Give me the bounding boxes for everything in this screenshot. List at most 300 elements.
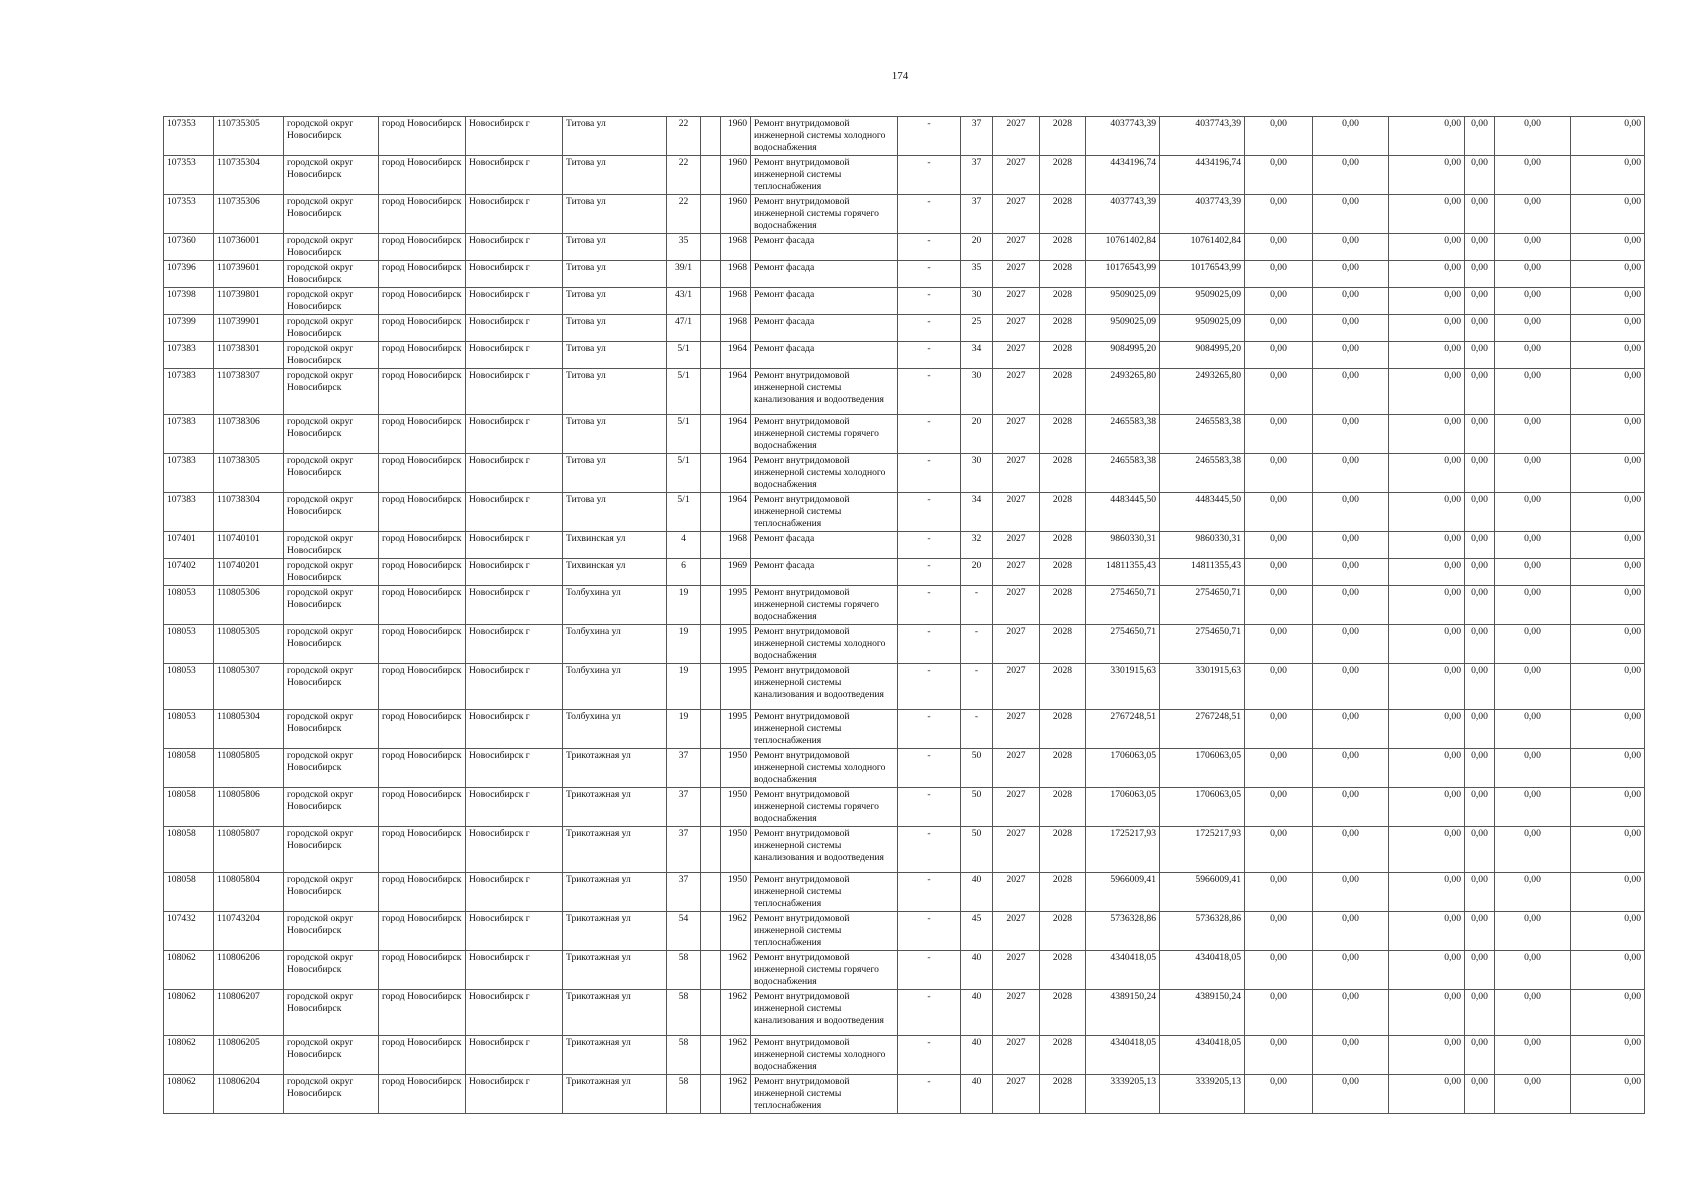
cell-sum-2: 0,00 xyxy=(1313,1036,1389,1075)
cell-street: Титова ул xyxy=(563,454,667,493)
table-body xyxy=(164,117,1645,1114)
cell-cost-value: 1706063,05 xyxy=(1160,749,1245,788)
cell-sum-3: 0,00 xyxy=(1389,195,1465,234)
cell-col-11: - xyxy=(898,710,961,749)
cell-record-id: 108053 xyxy=(164,625,214,664)
cell-house-number: 35 xyxy=(667,234,701,261)
cell-house-number: 58 xyxy=(667,951,701,990)
cell-sum-2: 0,00 xyxy=(1313,827,1389,873)
cell-cost-total: 4037743,39 xyxy=(1086,117,1160,156)
cell-city: Новосибирск г xyxy=(466,912,563,951)
cell-cost-value: 9509025,09 xyxy=(1160,288,1245,315)
cell-col-11: - xyxy=(898,912,961,951)
cell-municipal-district: городской округ Новосибирск xyxy=(284,990,379,1036)
cell-municipal-district: городской округ Новосибирск xyxy=(284,156,379,195)
cell-sum-3: 0,00 xyxy=(1389,342,1465,369)
cell-sum-2: 0,00 xyxy=(1313,415,1389,454)
cell-sum-2: 0,00 xyxy=(1313,532,1389,559)
cell-municipal-district: городской округ Новосибирск xyxy=(284,369,379,415)
cell-street: Титова ул xyxy=(563,261,667,288)
cell-sum-6: 0,00 xyxy=(1571,288,1645,315)
cell-col-12: 45 xyxy=(961,912,993,951)
cell-record-id: 107383 xyxy=(164,369,214,415)
table-row xyxy=(164,710,1645,749)
cell-sum-6: 0,00 xyxy=(1571,532,1645,559)
cell-record-id: 108058 xyxy=(164,788,214,827)
cell-sum-5: 0,00 xyxy=(1495,156,1571,195)
cell-street: Тихвинская ул xyxy=(563,559,667,586)
cell-element-id: 110738305 xyxy=(214,454,284,493)
cell-cost-total: 14811355,43 xyxy=(1086,559,1160,586)
cell-work-type: Ремонт фасада xyxy=(751,315,898,342)
cell-sum-6: 0,00 xyxy=(1571,625,1645,664)
cell-record-id: 107398 xyxy=(164,288,214,315)
cell-sum-6: 0,00 xyxy=(1571,261,1645,288)
cell-start-year: 2027 xyxy=(993,625,1040,664)
cell-col-11: - xyxy=(898,749,961,788)
cell-house-number: 47/1 xyxy=(667,315,701,342)
cell-house-number: 19 xyxy=(667,664,701,710)
cell-build-year: 1995 xyxy=(721,625,751,664)
cell-start-year: 2027 xyxy=(993,415,1040,454)
cell-municipal-district: городской округ Новосибирск xyxy=(284,827,379,873)
cell-col-12: - xyxy=(961,586,993,625)
cell-sum-1: 0,00 xyxy=(1245,342,1313,369)
cell-end-year: 2028 xyxy=(1040,710,1086,749)
cell-work-type: Ремонт внутридомовой инженерной системы горячего водоснабжения xyxy=(751,195,898,234)
cell-settlement: город Новосибирск xyxy=(379,559,466,586)
cell-settlement: город Новосибирск xyxy=(379,315,466,342)
cell-sum-4: 0,00 xyxy=(1465,454,1495,493)
cell-sum-1: 0,00 xyxy=(1245,315,1313,342)
cell-work-type: Ремонт внутридомовой инженерной системы холодного водоснабжения xyxy=(751,1036,898,1075)
cell-cost-value: 2754650,71 xyxy=(1160,625,1245,664)
cell-start-year: 2027 xyxy=(993,1075,1040,1114)
cell-street: Трикотажная ул xyxy=(563,951,667,990)
cell-sum-6: 0,00 xyxy=(1571,1075,1645,1114)
cell-build-year: 1968 xyxy=(721,532,751,559)
cell-col-12: 50 xyxy=(961,788,993,827)
cell-sum-3: 0,00 xyxy=(1389,493,1465,532)
cell-cost-value: 10176543,99 xyxy=(1160,261,1245,288)
cell-build-year: 1995 xyxy=(721,664,751,710)
cell-street: Трикотажная ул xyxy=(563,1075,667,1114)
cell-sum-6: 0,00 xyxy=(1571,315,1645,342)
cell-element-id: 110806204 xyxy=(214,1075,284,1114)
table-row xyxy=(164,1036,1645,1075)
cell-city: Новосибирск г xyxy=(466,415,563,454)
cell-col-12: 37 xyxy=(961,195,993,234)
cell-sum-4: 0,00 xyxy=(1465,415,1495,454)
cell-end-year: 2028 xyxy=(1040,261,1086,288)
cell-street: Трикотажная ул xyxy=(563,749,667,788)
cell-sum-3: 0,00 xyxy=(1389,559,1465,586)
cell-cost-total: 4340418,05 xyxy=(1086,951,1160,990)
table-row xyxy=(164,493,1645,532)
cell-building xyxy=(701,342,721,369)
cell-sum-5: 0,00 xyxy=(1495,261,1571,288)
cell-element-id: 110738307 xyxy=(214,369,284,415)
cell-col-12: 40 xyxy=(961,1036,993,1075)
cell-start-year: 2027 xyxy=(993,234,1040,261)
cell-building xyxy=(701,559,721,586)
cell-col-12: 40 xyxy=(961,951,993,990)
cell-sum-2: 0,00 xyxy=(1313,749,1389,788)
table-row xyxy=(164,195,1645,234)
cell-sum-1: 0,00 xyxy=(1245,454,1313,493)
cell-sum-4: 0,00 xyxy=(1465,288,1495,315)
cell-sum-5: 0,00 xyxy=(1495,710,1571,749)
cell-sum-6: 0,00 xyxy=(1571,559,1645,586)
cell-sum-1: 0,00 xyxy=(1245,415,1313,454)
cell-sum-1: 0,00 xyxy=(1245,195,1313,234)
cell-settlement: город Новосибирск xyxy=(379,369,466,415)
cell-settlement: город Новосибирск xyxy=(379,493,466,532)
cell-cost-total: 2754650,71 xyxy=(1086,625,1160,664)
cell-cost-value: 4389150,24 xyxy=(1160,990,1245,1036)
cell-municipal-district: городской округ Новосибирск xyxy=(284,710,379,749)
cell-sum-4: 0,00 xyxy=(1465,342,1495,369)
cell-end-year: 2028 xyxy=(1040,234,1086,261)
cell-municipal-district: городской округ Новосибирск xyxy=(284,586,379,625)
cell-cost-value: 1706063,05 xyxy=(1160,788,1245,827)
cell-sum-1: 0,00 xyxy=(1245,951,1313,990)
cell-end-year: 2028 xyxy=(1040,1036,1086,1075)
cell-municipal-district: городской округ Новосибирск xyxy=(284,454,379,493)
cell-start-year: 2027 xyxy=(993,710,1040,749)
cell-sum-2: 0,00 xyxy=(1313,156,1389,195)
cell-work-type: Ремонт фасада xyxy=(751,532,898,559)
cell-street: Титова ул xyxy=(563,493,667,532)
cell-work-type: Ремонт фасада xyxy=(751,261,898,288)
cell-col-12: - xyxy=(961,710,993,749)
cell-street: Титова ул xyxy=(563,369,667,415)
cell-sum-3: 0,00 xyxy=(1389,951,1465,990)
cell-sum-6: 0,00 xyxy=(1571,990,1645,1036)
cell-end-year: 2028 xyxy=(1040,664,1086,710)
cell-sum-3: 0,00 xyxy=(1389,749,1465,788)
cell-sum-6: 0,00 xyxy=(1571,493,1645,532)
cell-sum-2: 0,00 xyxy=(1313,234,1389,261)
cell-cost-total: 2767248,51 xyxy=(1086,710,1160,749)
cell-element-id: 110740101 xyxy=(214,532,284,559)
cell-sum-2: 0,00 xyxy=(1313,288,1389,315)
table-row xyxy=(164,315,1645,342)
cell-sum-2: 0,00 xyxy=(1313,315,1389,342)
cell-settlement: город Новосибирск xyxy=(379,261,466,288)
cell-house-number: 22 xyxy=(667,156,701,195)
cell-cost-total: 2493265,80 xyxy=(1086,369,1160,415)
cell-end-year: 2028 xyxy=(1040,873,1086,912)
cell-start-year: 2027 xyxy=(993,117,1040,156)
cell-col-11: - xyxy=(898,873,961,912)
cell-build-year: 1962 xyxy=(721,912,751,951)
cell-building xyxy=(701,156,721,195)
cell-municipal-district: городской округ Новосибирск xyxy=(284,117,379,156)
cell-house-number: 54 xyxy=(667,912,701,951)
table-row xyxy=(164,749,1645,788)
cell-house-number: 37 xyxy=(667,749,701,788)
cell-sum-3: 0,00 xyxy=(1389,873,1465,912)
cell-start-year: 2027 xyxy=(993,951,1040,990)
cell-sum-3: 0,00 xyxy=(1389,827,1465,873)
cell-build-year: 1950 xyxy=(721,788,751,827)
cell-end-year: 2028 xyxy=(1040,415,1086,454)
cell-col-12: 30 xyxy=(961,369,993,415)
cell-element-id: 110805807 xyxy=(214,827,284,873)
cell-element-id: 110736001 xyxy=(214,234,284,261)
cell-house-number: 5/1 xyxy=(667,454,701,493)
cell-work-type: Ремонт внутридомовой инженерной системы канализования и водоотведения xyxy=(751,664,898,710)
cell-sum-4: 0,00 xyxy=(1465,710,1495,749)
cell-sum-5: 0,00 xyxy=(1495,873,1571,912)
cell-settlement: город Новосибирск xyxy=(379,1075,466,1114)
cell-sum-3: 0,00 xyxy=(1389,990,1465,1036)
cell-settlement: город Новосибирск xyxy=(379,827,466,873)
cell-sum-4: 0,00 xyxy=(1465,532,1495,559)
cell-sum-4: 0,00 xyxy=(1465,315,1495,342)
cell-sum-5: 0,00 xyxy=(1495,912,1571,951)
cell-city: Новосибирск г xyxy=(466,710,563,749)
cell-sum-6: 0,00 xyxy=(1571,415,1645,454)
cell-street: Толбухина ул xyxy=(563,664,667,710)
cell-col-11: - xyxy=(898,586,961,625)
cell-cost-value: 4434196,74 xyxy=(1160,156,1245,195)
cell-cost-total: 9860330,31 xyxy=(1086,532,1160,559)
cell-element-id: 110805304 xyxy=(214,710,284,749)
cell-settlement: город Новосибирск xyxy=(379,532,466,559)
cell-sum-2: 0,00 xyxy=(1313,1075,1389,1114)
cell-street: Толбухина ул xyxy=(563,710,667,749)
cell-sum-5: 0,00 xyxy=(1495,559,1571,586)
cell-settlement: город Новосибирск xyxy=(379,625,466,664)
cell-sum-5: 0,00 xyxy=(1495,1036,1571,1075)
cell-building xyxy=(701,873,721,912)
cell-start-year: 2027 xyxy=(993,990,1040,1036)
cell-sum-4: 0,00 xyxy=(1465,749,1495,788)
cell-settlement: город Новосибирск xyxy=(379,710,466,749)
cell-col-12: 20 xyxy=(961,559,993,586)
cell-house-number: 22 xyxy=(667,117,701,156)
cell-col-12: 37 xyxy=(961,117,993,156)
cell-house-number: 58 xyxy=(667,1036,701,1075)
cell-sum-5: 0,00 xyxy=(1495,1075,1571,1114)
cell-element-id: 110739801 xyxy=(214,288,284,315)
cell-street: Трикотажная ул xyxy=(563,827,667,873)
cell-settlement: город Новосибирск xyxy=(379,195,466,234)
cell-sum-3: 0,00 xyxy=(1389,156,1465,195)
cell-sum-4: 0,00 xyxy=(1465,493,1495,532)
cell-sum-6: 0,00 xyxy=(1571,1036,1645,1075)
cell-sum-2: 0,00 xyxy=(1313,625,1389,664)
cell-cost-value: 2754650,71 xyxy=(1160,586,1245,625)
cell-city: Новосибирск г xyxy=(466,234,563,261)
cell-building xyxy=(701,1036,721,1075)
cell-city: Новосибирск г xyxy=(466,156,563,195)
cell-work-type: Ремонт фасада xyxy=(751,234,898,261)
cell-sum-1: 0,00 xyxy=(1245,559,1313,586)
cell-record-id: 107383 xyxy=(164,415,214,454)
cell-sum-5: 0,00 xyxy=(1495,234,1571,261)
cell-work-type: Ремонт внутридомовой инженерной системы теплоснабжения xyxy=(751,156,898,195)
cell-sum-5: 0,00 xyxy=(1495,586,1571,625)
cell-build-year: 1964 xyxy=(721,454,751,493)
cell-house-number: 43/1 xyxy=(667,288,701,315)
cell-cost-value: 4483445,50 xyxy=(1160,493,1245,532)
cell-cost-value: 14811355,43 xyxy=(1160,559,1245,586)
cell-municipal-district: городской округ Новосибирск xyxy=(284,532,379,559)
cell-element-id: 110740201 xyxy=(214,559,284,586)
cell-sum-3: 0,00 xyxy=(1389,532,1465,559)
cell-end-year: 2028 xyxy=(1040,625,1086,664)
cell-sum-4: 0,00 xyxy=(1465,990,1495,1036)
cell-cost-value: 1725217,93 xyxy=(1160,827,1245,873)
cell-building xyxy=(701,234,721,261)
cell-settlement: город Новосибирск xyxy=(379,586,466,625)
cell-end-year: 2028 xyxy=(1040,1075,1086,1114)
cell-record-id: 107402 xyxy=(164,559,214,586)
cell-city: Новосибирск г xyxy=(466,1075,563,1114)
cell-record-id: 107383 xyxy=(164,493,214,532)
cell-building xyxy=(701,261,721,288)
cell-start-year: 2027 xyxy=(993,586,1040,625)
cell-sum-2: 0,00 xyxy=(1313,586,1389,625)
cell-col-11: - xyxy=(898,990,961,1036)
cell-col-12: 20 xyxy=(961,415,993,454)
cell-building xyxy=(701,493,721,532)
cell-col-11: - xyxy=(898,493,961,532)
cell-street: Трикотажная ул xyxy=(563,873,667,912)
cell-build-year: 1962 xyxy=(721,1036,751,1075)
cell-sum-5: 0,00 xyxy=(1495,288,1571,315)
cell-col-12: 25 xyxy=(961,315,993,342)
cell-settlement: город Новосибирск xyxy=(379,234,466,261)
cell-cost-total: 1706063,05 xyxy=(1086,788,1160,827)
cell-element-id: 110738301 xyxy=(214,342,284,369)
cell-end-year: 2028 xyxy=(1040,586,1086,625)
cell-building xyxy=(701,788,721,827)
cell-work-type: Ремонт внутридомовой инженерной системы теплоснабжения xyxy=(751,912,898,951)
page-number: 174 xyxy=(891,70,909,82)
cell-element-id: 110806206 xyxy=(214,951,284,990)
cell-start-year: 2027 xyxy=(993,559,1040,586)
cell-col-12: 20 xyxy=(961,234,993,261)
cell-record-id: 107383 xyxy=(164,454,214,493)
cell-end-year: 2028 xyxy=(1040,454,1086,493)
cell-build-year: 1962 xyxy=(721,990,751,1036)
cell-sum-1: 0,00 xyxy=(1245,664,1313,710)
cell-cost-value: 4340418,05 xyxy=(1160,1036,1245,1075)
cell-record-id: 107399 xyxy=(164,315,214,342)
cell-work-type: Ремонт внутридомовой инженерной системы теплоснабжения xyxy=(751,873,898,912)
cell-end-year: 2028 xyxy=(1040,288,1086,315)
cell-cost-value: 4037743,39 xyxy=(1160,117,1245,156)
cell-record-id: 107353 xyxy=(164,156,214,195)
cell-city: Новосибирск г xyxy=(466,315,563,342)
cell-end-year: 2028 xyxy=(1040,156,1086,195)
cell-municipal-district: городской округ Новосибирск xyxy=(284,342,379,369)
table-row xyxy=(164,990,1645,1036)
cell-cost-total: 2465583,38 xyxy=(1086,415,1160,454)
cell-sum-4: 0,00 xyxy=(1465,625,1495,664)
cell-city: Новосибирск г xyxy=(466,749,563,788)
cell-sum-4: 0,00 xyxy=(1465,951,1495,990)
cell-sum-4: 0,00 xyxy=(1465,586,1495,625)
cell-sum-2: 0,00 xyxy=(1313,788,1389,827)
cell-end-year: 2028 xyxy=(1040,532,1086,559)
cell-sum-4: 0,00 xyxy=(1465,1036,1495,1075)
cell-record-id: 108058 xyxy=(164,827,214,873)
cell-record-id: 108058 xyxy=(164,749,214,788)
cell-record-id: 107432 xyxy=(164,912,214,951)
cell-sum-5: 0,00 xyxy=(1495,749,1571,788)
cell-sum-3: 0,00 xyxy=(1389,117,1465,156)
cell-record-id: 107360 xyxy=(164,234,214,261)
cell-record-id: 108053 xyxy=(164,664,214,710)
cell-sum-2: 0,00 xyxy=(1313,493,1389,532)
cell-element-id: 110805804 xyxy=(214,873,284,912)
cell-sum-4: 0,00 xyxy=(1465,1075,1495,1114)
cell-municipal-district: городской округ Новосибирск xyxy=(284,288,379,315)
cell-cost-value: 10761402,84 xyxy=(1160,234,1245,261)
cell-municipal-district: городской округ Новосибирск xyxy=(284,749,379,788)
cell-municipal-district: городской округ Новосибирск xyxy=(284,415,379,454)
cell-street: Титова ул xyxy=(563,288,667,315)
cell-end-year: 2028 xyxy=(1040,788,1086,827)
cell-sum-1: 0,00 xyxy=(1245,1036,1313,1075)
cell-record-id: 108058 xyxy=(164,873,214,912)
cell-cost-total: 4434196,74 xyxy=(1086,156,1160,195)
cell-municipal-district: городской округ Новосибирск xyxy=(284,261,379,288)
cell-start-year: 2027 xyxy=(993,195,1040,234)
cell-house-number: 58 xyxy=(667,990,701,1036)
cell-col-12: 40 xyxy=(961,1075,993,1114)
cell-street: Трикотажная ул xyxy=(563,788,667,827)
cell-house-number: 19 xyxy=(667,710,701,749)
cell-city: Новосибирск г xyxy=(466,664,563,710)
cell-build-year: 1968 xyxy=(721,261,751,288)
cell-col-12: 32 xyxy=(961,532,993,559)
cell-build-year: 1964 xyxy=(721,415,751,454)
cell-work-type: Ремонт внутридомовой инженерной системы горячего водоснабжения xyxy=(751,415,898,454)
cell-municipal-district: городской округ Новосибирск xyxy=(284,493,379,532)
cell-col-12: 40 xyxy=(961,873,993,912)
table-row xyxy=(164,156,1645,195)
cell-settlement: город Новосибирск xyxy=(379,951,466,990)
cell-col-12: 30 xyxy=(961,454,993,493)
cell-street: Титова ул xyxy=(563,234,667,261)
cell-start-year: 2027 xyxy=(993,369,1040,415)
cell-sum-3: 0,00 xyxy=(1389,261,1465,288)
cell-house-number: 19 xyxy=(667,625,701,664)
cell-sum-1: 0,00 xyxy=(1245,586,1313,625)
cell-building xyxy=(701,664,721,710)
cell-work-type: Ремонт внутридомовой инженерной системы холодного водоснабжения xyxy=(751,749,898,788)
cell-sum-4: 0,00 xyxy=(1465,788,1495,827)
cell-municipal-district: городской округ Новосибирск xyxy=(284,234,379,261)
cell-col-11: - xyxy=(898,315,961,342)
cell-city: Новосибирск г xyxy=(466,532,563,559)
cell-start-year: 2027 xyxy=(993,493,1040,532)
cell-start-year: 2027 xyxy=(993,532,1040,559)
cell-sum-5: 0,00 xyxy=(1495,625,1571,664)
cell-element-id: 110739901 xyxy=(214,315,284,342)
cell-element-id: 110806207 xyxy=(214,990,284,1036)
cell-end-year: 2028 xyxy=(1040,559,1086,586)
cell-house-number: 5/1 xyxy=(667,342,701,369)
cell-col-11: - xyxy=(898,951,961,990)
cell-end-year: 2028 xyxy=(1040,951,1086,990)
